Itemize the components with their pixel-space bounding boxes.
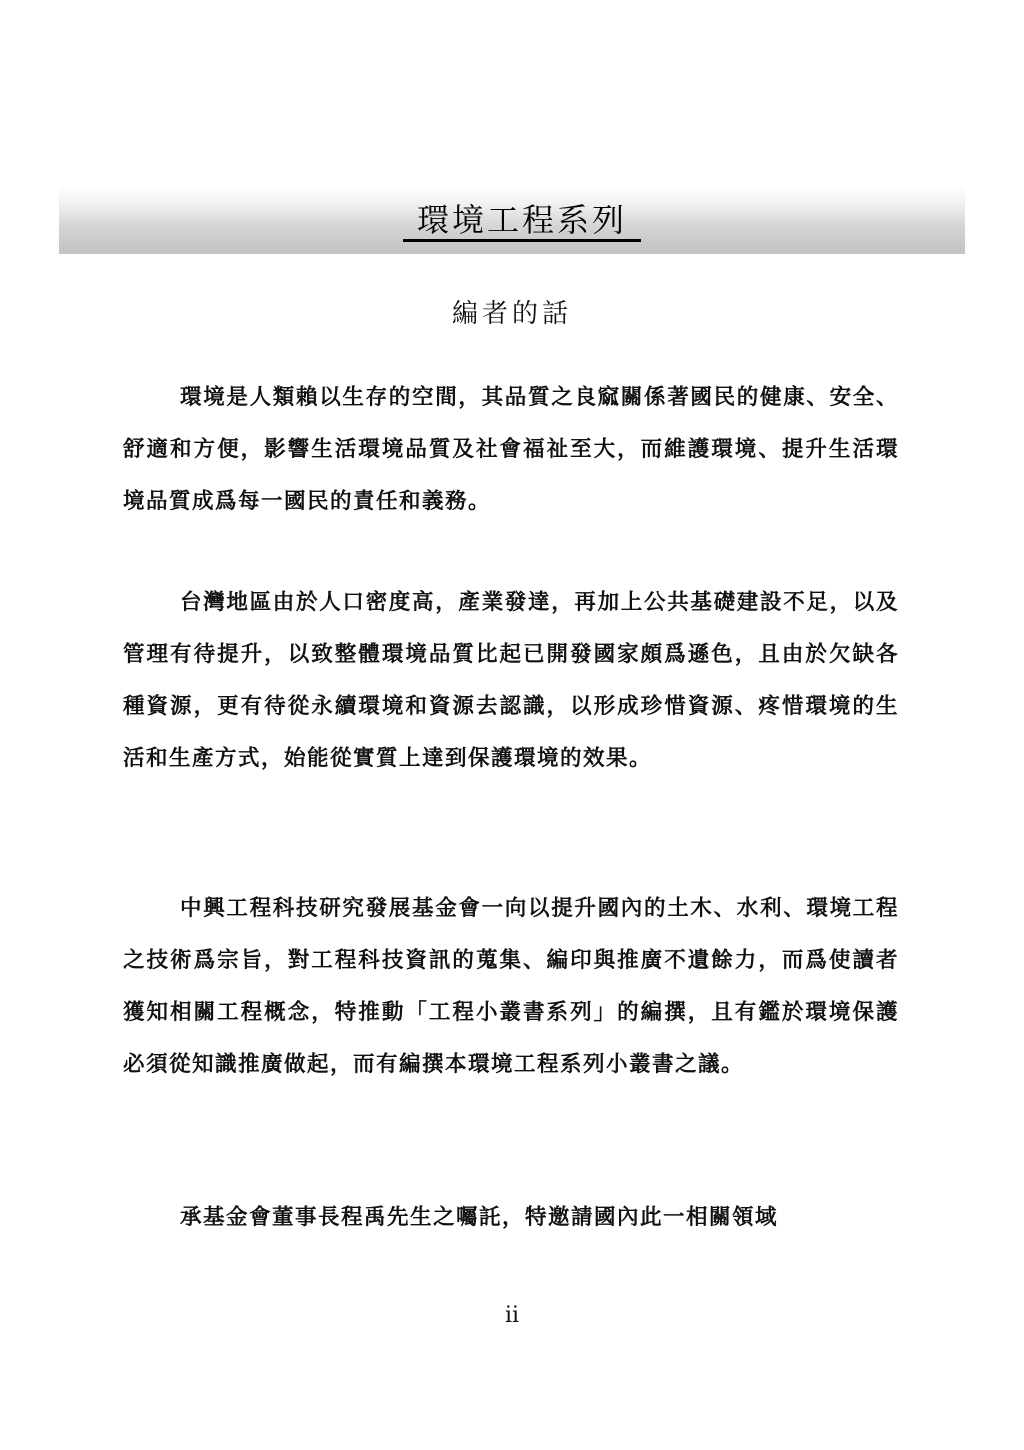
paragraph-taiwan-context: 台灣地區由於人口密度高，產業發達，再加上公共基礎建設不足，以及管理有待提升，以致整體環境品質比起已開發國家頗爲遜色，且由於欠缺各種資源，更有待從永續環境和資源去認識，以形成珍惜資源、疼惜環境的生活和生產方式，始能從實質上達到保護環境的效果。	[123, 590, 899, 771]
paragraph-invitation: 承基金會董事長程禹先生之囑託，特邀請國內此一相關領域	[180, 1205, 779, 1230]
paragraph-environment-quality: 環境是人類賴以生存的空間，其品質之良窳關係著國民的健康、安全、舒適和方便，影響生活環境品質及社會福祉至大，而維護環境、提升生活環境品質成爲每一國民的責任和義務。	[123, 385, 899, 514]
paragraph-foundation-mission: 中興工程科技研究發展基金會一向以提升國內的土木、水利、環境工程之技術爲宗旨，對工程科技資訊的蒐集、編印與推廣不遺餘力，而爲使讀者獲知相關工程概念，特推動「工程小叢書系列」的編撰，且有鑑於環境保護必須從知識推廣做起，而有編撰本環境工程系列小叢書之議。	[123, 896, 899, 1077]
series-title: 環境工程系列	[403, 198, 641, 242]
section-heading: 編者的話	[451, 299, 572, 329]
page-number: ii	[504, 1303, 520, 1328]
